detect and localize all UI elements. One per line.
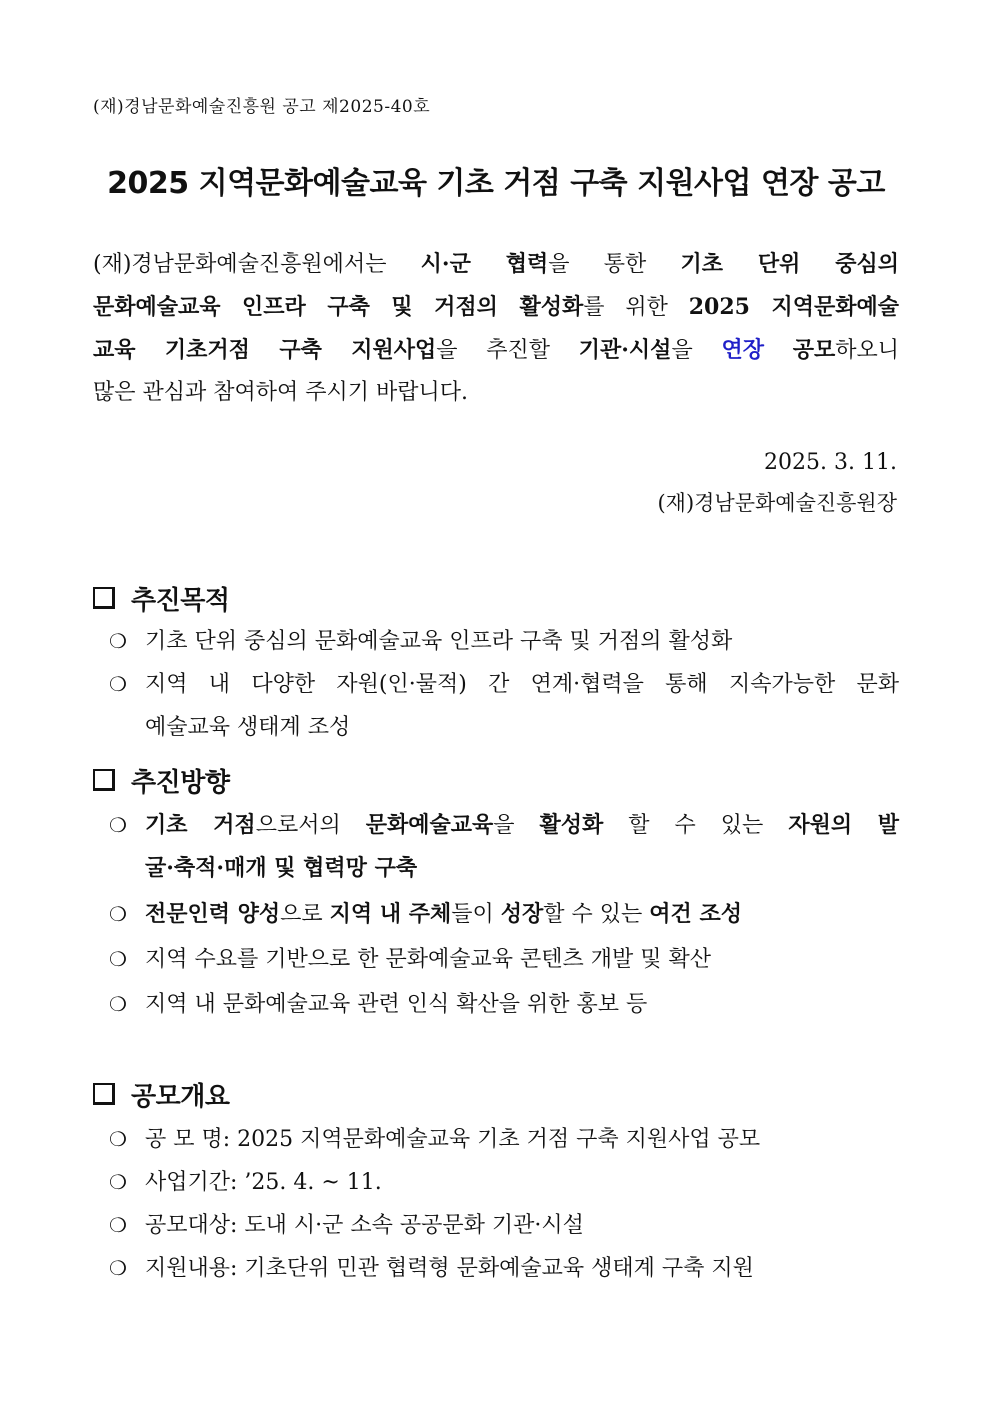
intro-text: 하오니	[835, 338, 899, 363]
emphasis: 문화예술교육	[365, 812, 494, 838]
list-item-text: 예술교육 생태계 조성	[145, 715, 351, 740]
list-item-text: 기초 단위 중심의 문화예술교육 인프라 구축 및 거점의 활성화	[145, 629, 733, 654]
circle-bullet-icon: ❍	[109, 1213, 127, 1237]
list-item-text: 지역 수요를 기반으로 한 문화예술교육 콘텐츠 개발 및 확산	[145, 947, 711, 972]
section-purpose	[93, 578, 899, 749]
circle-bullet-icon: ❍	[109, 992, 127, 1016]
text: 할 수 있는	[603, 813, 789, 838]
emphasis: 성장	[500, 901, 544, 927]
emphasis: 기초 거점	[145, 812, 256, 838]
circle-bullet-icon: ❍	[109, 902, 127, 926]
circle-bullet-icon: ❍	[109, 1170, 127, 1194]
text: 으로서의	[255, 813, 366, 838]
list-item-text: 지역 내 문화예술교육 관련 인식 확산을 위한 홍보 등	[145, 992, 648, 1017]
list-item	[93, 663, 899, 749]
list-item-text: 공 모 명: 2025 지역문화예술교육 기초 거점 구축 지원사업 공모	[145, 1127, 761, 1152]
text: 들이	[451, 902, 501, 927]
circle-bullet-icon: ❍	[109, 1256, 127, 1280]
section-overview	[93, 1074, 899, 1290]
section-title: 공모개요	[131, 1081, 230, 1112]
list-item	[93, 1118, 899, 1161]
emphasis: 여건 조성	[649, 901, 742, 927]
intro-line-2	[93, 286, 899, 329]
list-item-text: 지원내용: 기초단위 민관 협력형 문화예술교육 생태계 구축 지원	[145, 1256, 754, 1281]
intro-emphasis: 공모	[792, 337, 836, 363]
intro-line-3	[93, 329, 899, 372]
text: 할 수 있는	[543, 902, 650, 927]
emphasis: 굴·축적·매개 및 협력망 구축	[145, 855, 418, 881]
emphasis: 자원의 발	[788, 812, 899, 838]
circle-bullet-icon: ❍	[109, 813, 127, 837]
circle-bullet-icon: ❍	[109, 629, 127, 653]
checkbox-square-icon	[93, 587, 115, 609]
list-item	[93, 938, 899, 981]
circle-bullet-icon: ❍	[109, 672, 127, 696]
intro-emphasis: 교육 기초거점 구축 지원사업	[93, 337, 437, 363]
circle-bullet-icon: ❍	[109, 1127, 127, 1151]
intro-text: 를 위한	[583, 295, 689, 320]
list-item	[93, 983, 899, 1026]
section-direction	[93, 760, 899, 1026]
list-item-text	[145, 847, 899, 890]
text: 을	[493, 813, 540, 838]
emphasis: 지역 내 주체	[329, 901, 452, 927]
checkbox-square-icon	[93, 1083, 115, 1105]
notice-number: (재)경남문화예술진흥원 공고 제2025-40호	[93, 97, 431, 117]
notice-date: 2025. 3. 11.	[764, 450, 897, 475]
text: 으로	[280, 902, 330, 927]
intro-text: 을	[671, 338, 722, 363]
intro-text	[764, 338, 793, 363]
section-heading	[93, 578, 899, 618]
intro-text: 을 통한	[548, 252, 681, 277]
section-heading	[93, 760, 899, 800]
intro-line-1	[93, 243, 899, 286]
list-item-text	[145, 804, 899, 847]
intro-line-4: 많은 관심과 참여하여 주시기 바랍니다.	[93, 380, 468, 405]
list-item-text: 지역 내 다양한 자원(인·물적) 간 연계·협력을 통해 지속가능한 문화	[145, 672, 899, 697]
page-title: 2025 지역문화예술교육 기초 거점 구축 지원사업 연장 공고	[107, 166, 885, 201]
list-item	[93, 1204, 899, 1247]
intro-emphasis: 2025 지역문화예술	[688, 294, 899, 320]
list-item-text: 공모대상: 도내 시·군 소속 공공문화 기관·시설	[145, 1213, 584, 1238]
section-title: 추진목적	[131, 585, 230, 616]
intro-paragraph	[93, 243, 899, 414]
section-heading	[93, 1074, 899, 1114]
intro-text: (재)경남문화예술진흥원에서는	[93, 252, 421, 277]
intro-emphasis: 기초 단위 중심의	[680, 251, 899, 277]
checkbox-square-icon	[93, 769, 115, 791]
intro-emphasis: 시·군 협력	[420, 251, 549, 277]
section-title: 추진방향	[131, 767, 230, 798]
list-item	[93, 1247, 899, 1290]
list-item-text: 사업기간: ’25. 4. ~ 11.	[145, 1170, 382, 1195]
emphasis: 활성화	[539, 812, 604, 838]
issuer-name: (재)경남문화예술진흥원장	[657, 491, 897, 515]
list-item	[93, 620, 899, 663]
list-item-text	[145, 893, 899, 936]
list-item	[93, 893, 899, 936]
intro-emphasis: 기관·시설	[578, 337, 672, 363]
intro-text: 을 추진할	[436, 338, 579, 363]
intro-emphasis: 문화예술교육 인프라 구축 및 거점의 활성화	[93, 294, 584, 320]
list-item	[93, 1161, 899, 1204]
intro-highlight-extension: 연장	[721, 337, 764, 363]
circle-bullet-icon: ❍	[109, 947, 127, 971]
emphasis: 전문인력 양성	[145, 901, 281, 927]
list-item	[93, 804, 899, 890]
